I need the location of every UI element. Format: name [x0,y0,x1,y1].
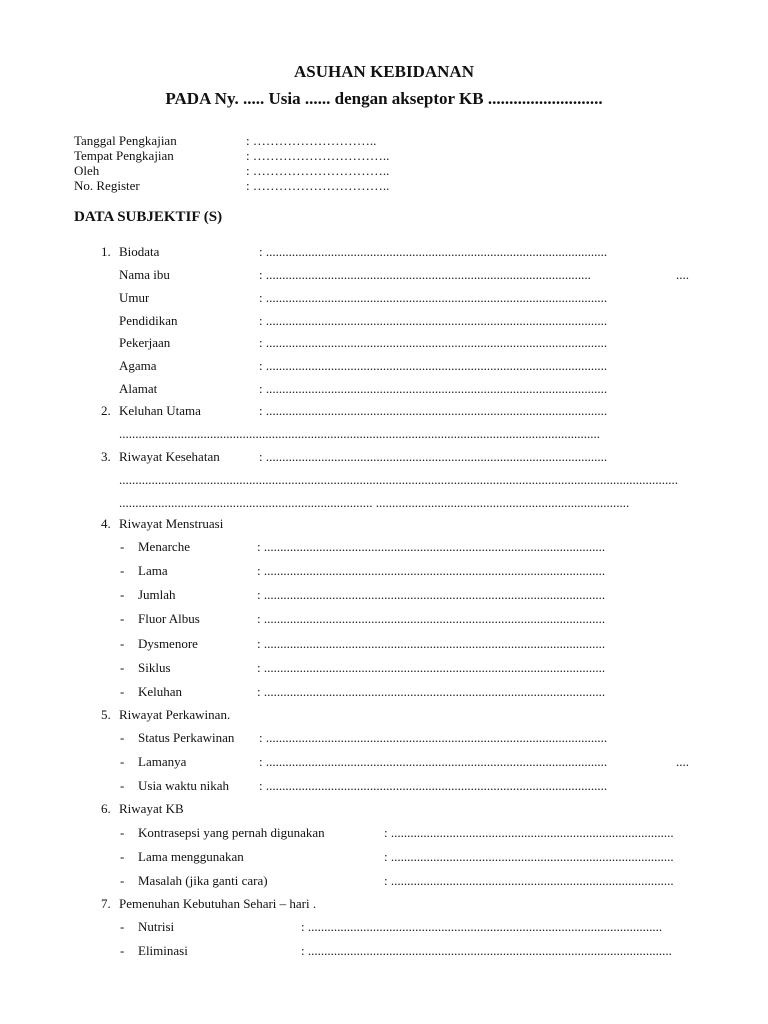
meta-value-register: : ………………………….. [246,178,390,193]
section-heading-subjektif: DATA SUBJEKTIF (S) [74,209,223,225]
row-bullet: - [120,825,125,840]
row-fill-line: : ....................................................................................... [384,873,674,888]
row-bullet: - [120,563,125,578]
row-number: 2. [101,403,111,418]
row-label: Dysmenore [138,636,198,651]
row-label: Biodata [119,244,160,259]
row-fill-line: : ......................................................................................................... [259,754,608,769]
row-fill-line: .................................................................................................................................................... [119,426,600,441]
row-number: 4. [101,516,111,531]
row-bullet: - [120,730,125,745]
row-label: Masalah (jika ganti cara) [138,873,268,888]
row-label: Jumlah [138,587,176,602]
row-fill-line: : ......................................................................................................... [257,684,606,699]
row-label: Menarche [138,539,190,554]
row-bullet: - [120,754,125,769]
row-label: Eliminasi [138,943,188,958]
row-label: Riwayat Perkawinan. [119,707,231,722]
row-label: Nama ibu [119,267,170,282]
row-number: 7. [101,896,111,911]
row-fill-line: : ......................................................................................................... [257,660,606,675]
meta-value-tanggal: : ……………………….. [246,133,377,148]
row-label: Status Perkawinan [138,730,235,745]
row-label: Nutrisi [138,919,175,934]
meta-value-tempat: : ………………………….. [246,148,390,163]
row-label: Pekerjaan [119,335,171,350]
row-fill-line: : ......................................................................................................... [259,358,608,373]
meta-label-register: No. Register [74,178,140,193]
row-fill-line: : ......................................................................................................... [259,244,608,259]
row-label: Kontrasepsi yang pernah digunakan [138,825,325,840]
meta-label-oleh: Oleh [74,163,100,178]
row-fill-line: : ......................................................................................................... [259,449,608,464]
row-number: 1. [101,244,111,259]
row-label: Riwayat Menstruasi [119,516,224,531]
row-fill-line: : ......................................................................................................... [259,778,608,793]
row-fill-line: : ................................................................................................................ [301,943,672,958]
row-label: Pendidikan [119,313,178,328]
row-fill-line: : ......................................................................................................... [259,335,608,350]
row-label: Umur [119,290,150,305]
row-label: Keluhan [138,684,183,699]
row-number: 3. [101,449,111,464]
row-number: 6. [101,801,111,816]
row-bullet: - [120,660,125,675]
row-fill-line: : ....................................................................................... [384,849,674,864]
row-bullet: - [120,873,125,888]
row-bullet: - [120,587,125,602]
row-fill-extra: .... [676,754,689,769]
meta-label-tempat: Tempat Pengkajian [74,148,174,163]
row-bullet: - [120,849,125,864]
row-label: Alamat [119,381,158,396]
row-label: Usia waktu nikah [138,778,229,793]
meta-value-oleh: : ………………………….. [246,163,390,178]
row-fill-line: : ......................................................................................................... [259,381,608,396]
row-fill-line: : ......................................................................................................... [257,587,606,602]
row-fill-line: : ......................................................................................................... [259,730,608,745]
row-fill-line: : ......................................................................................................... [259,290,608,305]
row-fill-line: : ............................................................................................................. [301,919,663,934]
row-fill-line: : ......................................................................................................... [257,636,606,651]
row-fill-line: .............................................................................. .............................................................................. [119,495,630,510]
document-title: ASUHAN KEBIDANAN [294,62,474,81]
row-fill-line: : ......................................................................................................... [257,611,606,626]
row-label: Fluor Albus [138,611,200,626]
document-subtitle: PADA Ny. ..... Usia ...... dengan akseptor KB ........................... [165,89,603,108]
row-label: Siklus [138,660,171,675]
row-fill-line: ............................................................................................................................................................................ [119,472,678,487]
row-fill-extra: .... [676,267,689,282]
row-label: Agama [119,358,157,373]
row-label: Riwayat KB [119,801,184,816]
row-fill-line: : .................................................................................................... [259,267,591,282]
row-label: Riwayat Kesehatan [119,449,220,464]
row-fill-line: : ......................................................................................................... [257,539,606,554]
row-bullet: - [120,943,125,958]
row-label: Lamanya [138,754,187,769]
row-bullet: - [120,684,125,699]
row-fill-line: : ......................................................................................................... [259,313,608,328]
row-fill-line: : ....................................................................................... [384,825,674,840]
row-label: Keluhan Utama [119,403,201,418]
row-bullet: - [120,919,125,934]
row-label: Pemenuhan Kebutuhan Sehari – hari . [119,896,317,911]
meta-label-tanggal: Tanggal Pengkajian [74,133,177,148]
row-fill-line: : ......................................................................................................... [257,563,606,578]
row-bullet: - [120,539,125,554]
row-bullet: - [120,611,125,626]
row-bullet: - [120,636,125,651]
row-fill-line: : ......................................................................................................... [259,403,608,418]
row-number: 5. [101,707,111,722]
row-label: Lama [138,563,168,578]
row-label: Lama menggunakan [138,849,244,864]
row-bullet: - [120,778,125,793]
